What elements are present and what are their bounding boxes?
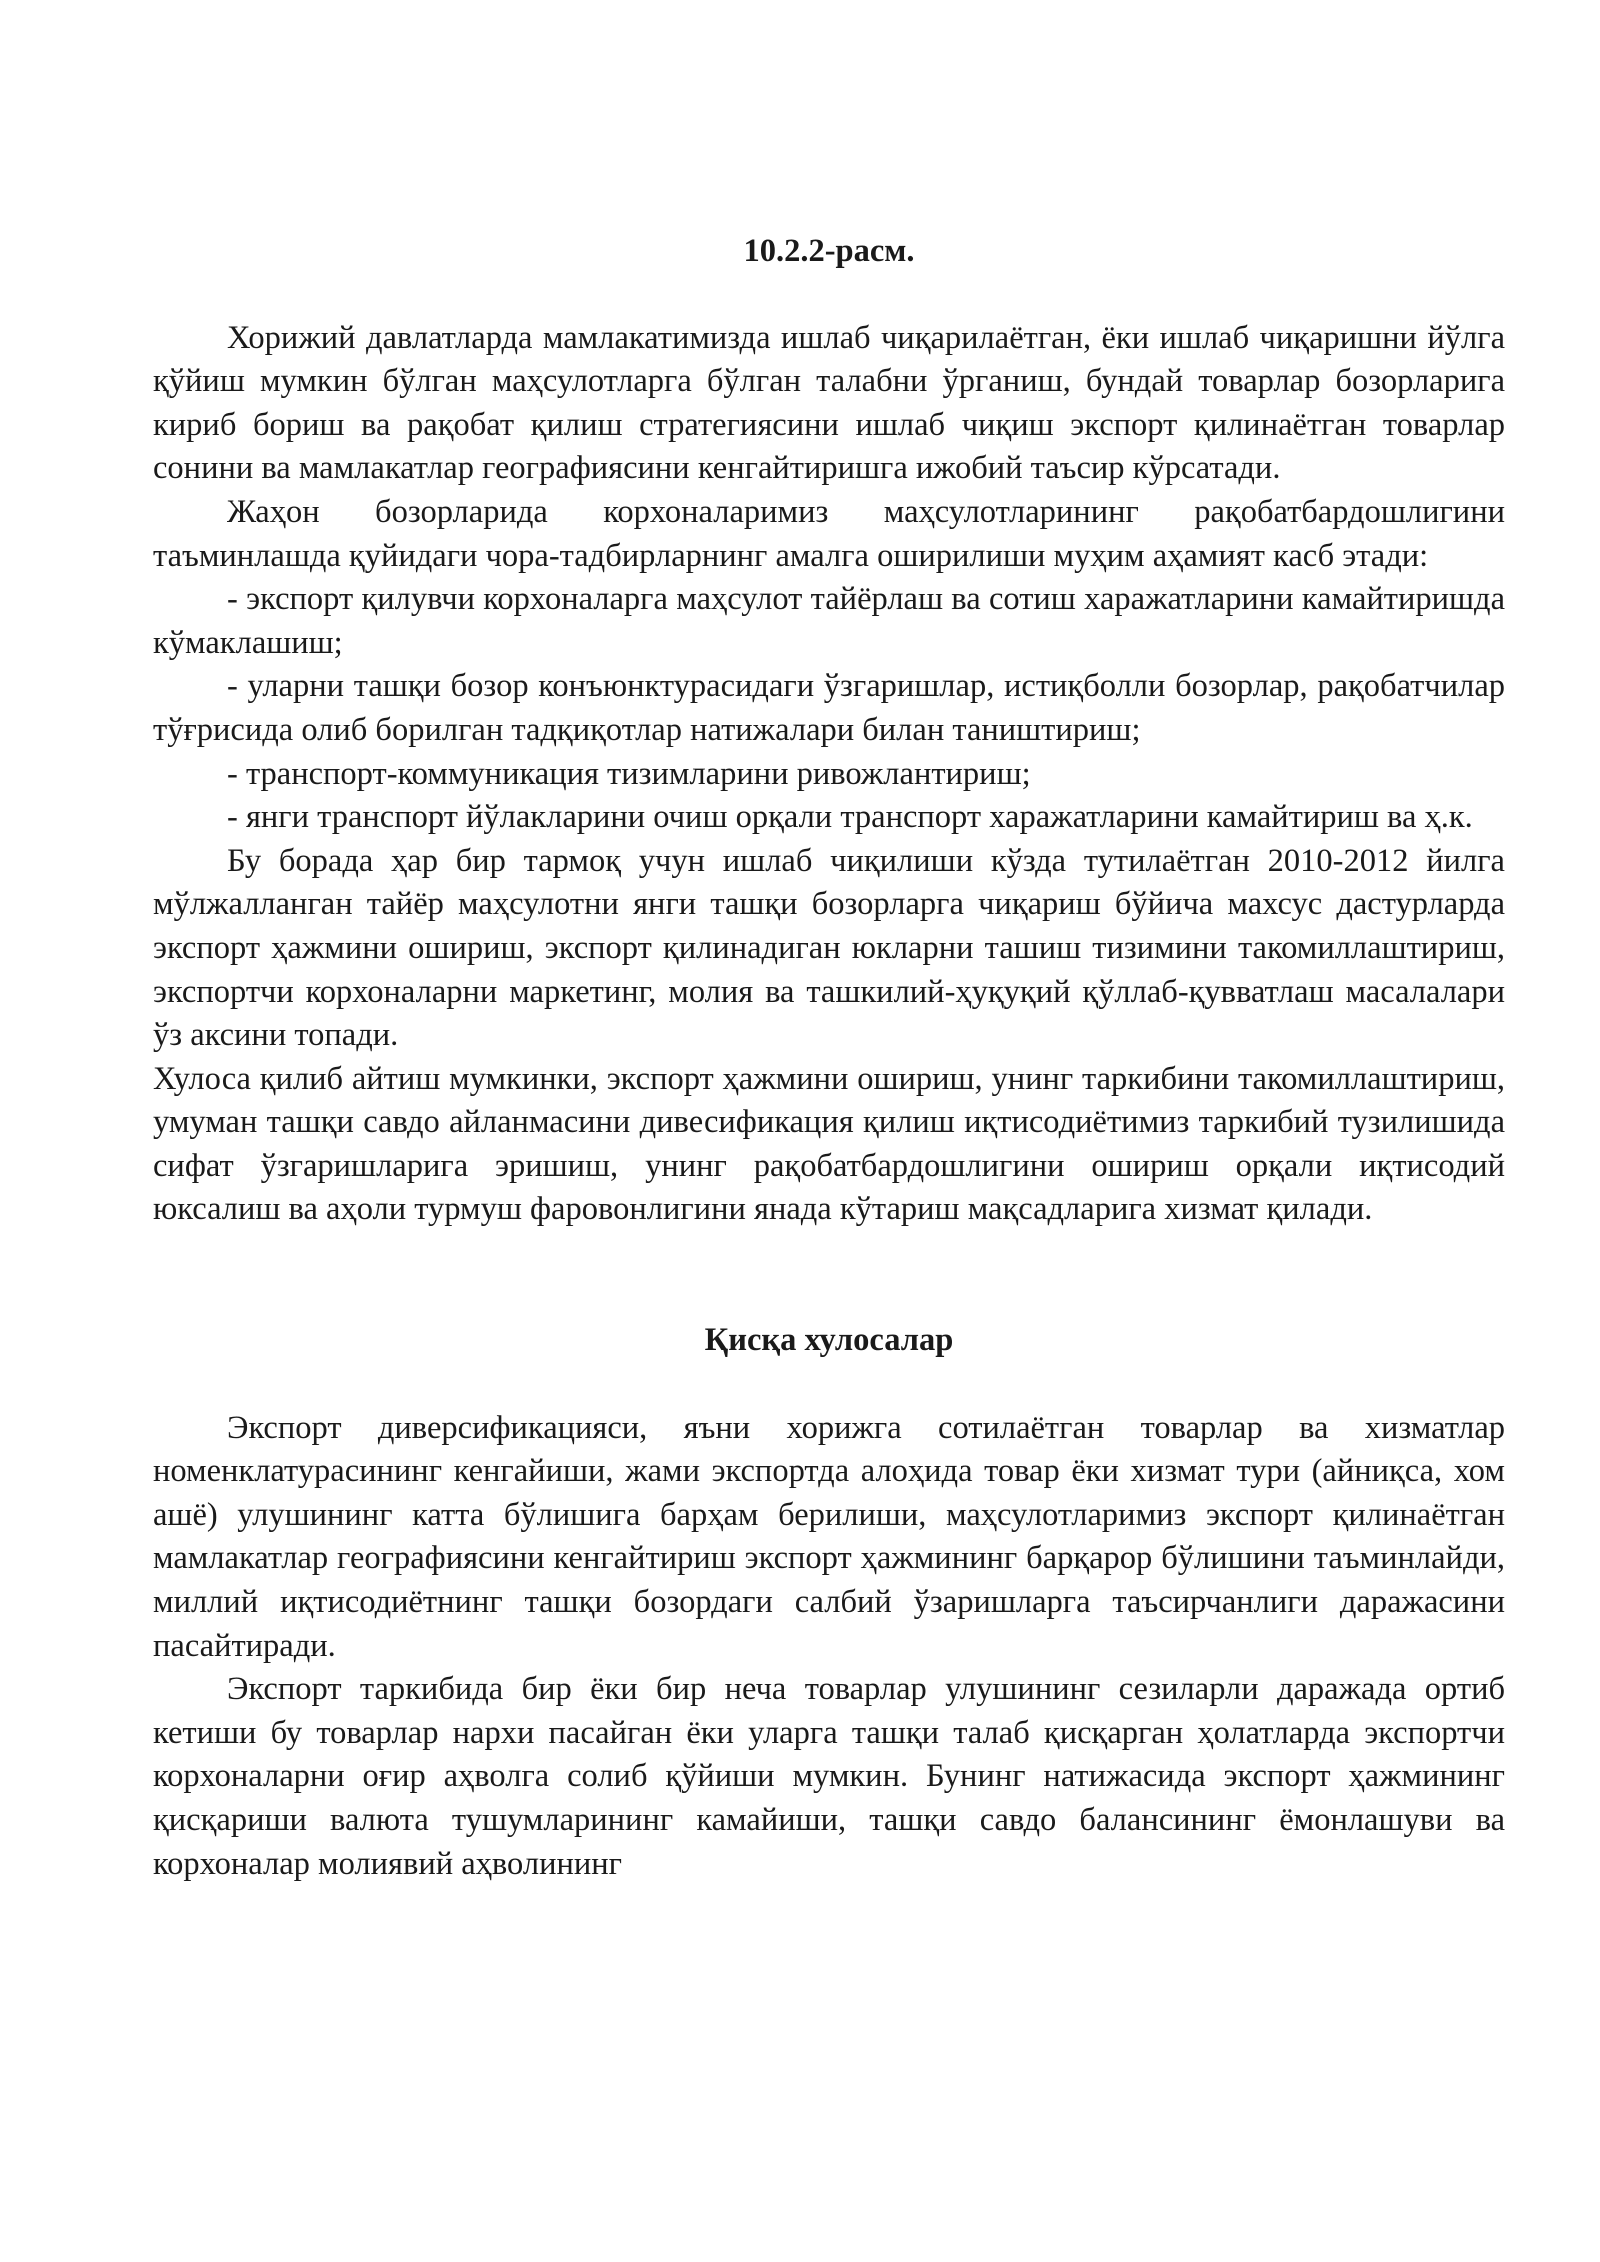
paragraph: Экспорт диверсификацияси, яъни хорижга сотилаётган товарлар ва хизматлар номенклатурасининг кенгайиши, жами экспортда алоҳида товар ёки хизмат тури (айниқса, хом ашё) улушининг катта бўлишига барҳам берилиши, маҳсулотларимиз экспорт қилинаётган мамлакатлар географиясини кенгайтириш экспорт ҳажмининг барқарор бўлишини таъминлайди, миллий иқтисодиётнинг ташқи бозордаги салбий ўзаришларга таъсирчанлиги даражасини пасайтиради. bbox=[153, 1409, 1505, 1664]
section-heading: Қисқа хулосалар bbox=[704, 1322, 954, 1359]
list-item: - янги транспорт йўлакларини очиш орқали транспорт харажатларини камайтириш ва ҳ.к. bbox=[227, 799, 1473, 836]
paragraph: Жаҳон бозорларида корхоналаримиз маҳсулотларининг рақобатбардошлигини таъминлашда қуйидаги чора-тадбирларнинг амалга оширилиши муҳим аҳамият касб этади: bbox=[153, 493, 1505, 574]
conclusion-paragraph: Хулоса қилиб айтиш мумкинки, экспорт ҳажмини ошириш, унинг таркибини такомиллаштириш, умуман ташқи савдо айланмасини дивесификация қилиш иқтисодиётимиз таркибий тузилишида сифат ўзгаришларига эришиш, унинг рақобатбардошлигини ошириш орқали иқтисодий юксалиш ва аҳоли турмуш фаровонлигини янада кўтариш мақсадларига хизмат қилади. bbox=[153, 1060, 1505, 1228]
list-item: - уларни ташқи бозор конъюнктурасидаги ўзгаришлар, истиқболли бозорлар, рақобатчилар тўғрисида олиб борилган тадқиқотлар натижалари билан таништириш; bbox=[153, 668, 1505, 748]
paragraph: Экспорт таркибида бир ёки бир неча товарлар улушининг сезиларли даражада ортиб кетиши бу товарлар нархи пасайган ёки уларга ташқи талаб қисқарган ҳолатларда экспортчи корхоналарни оғир аҳволга солиб қўйиши мумкин. Бунинг натижасида экспорт ҳажмининг қисқариши валюта тушумларининг камайиши, ташқи савдо балансининг ёмонлашуви ва корхоналар молиявий аҳволининг bbox=[153, 1671, 1505, 1882]
list-item: - транспорт-коммуникация тизимларини ривожлантириш; bbox=[227, 755, 1031, 792]
list-item: - экспорт қилувчи корхоналарга маҳсулот тайёрлаш ва сотиш харажатларини камайтиришда кўмаклашиш; bbox=[153, 581, 1505, 661]
figure-caption: 10.2.2-расм. bbox=[743, 233, 915, 269]
paragraph: Бу борада ҳар бир тармоқ учун ишлаб чиқилиши кўзда тутилаётган 2010-2012 йилга мўлжалланган тайёр маҳсулотни янги ташқи бозорларга чиқариш бўйича махсус дастурларда экспорт ҳажмини ошириш, экспорт қилинадиган юкларни ташиш тизимини такомиллаштириш, экспортчи корхоналарни маркетинг, молия ва ташкилий-ҳуқуқий қўллаб-қувватлаш масалалари ўз аксини топади. bbox=[153, 842, 1505, 1054]
paragraph: Хорижий давлатларда мамлакатимизда ишлаб чиқарилаётган, ёки ишлаб чиқаришни йўлга қўйиш мумкин бўлган маҳсулотларга бўлган талабни ўрганиш, бундай товарлар бозорларига кириб бориш ва рақобат қилиш стратегиясини ишлаб чиқиш экспорт қилинаётган товарлар сонини ва мамлакатлар географиясини кенгайтиришга ижобий таъсир кўрсатади. bbox=[153, 319, 1505, 487]
document-page bbox=[153, 230, 1505, 1886]
